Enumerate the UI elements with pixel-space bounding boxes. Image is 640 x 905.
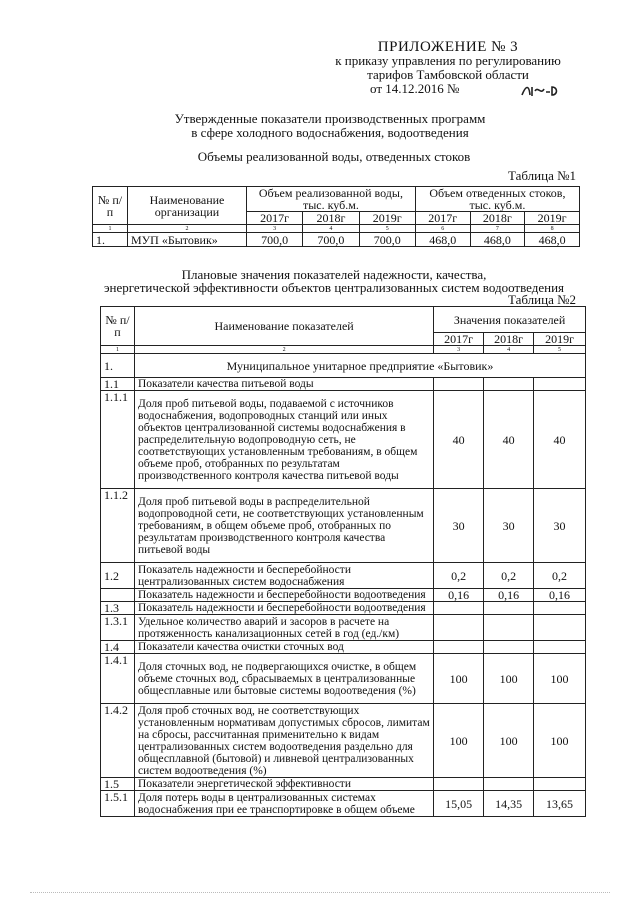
t2-row-value: 0,2 xyxy=(484,563,534,589)
t2-row-name: Показатели качества питьевой воды xyxy=(134,378,433,391)
t1-year: 2018г xyxy=(303,212,359,225)
appendix-line-1: к приказу управления по регулированию xyxy=(335,53,561,68)
t2-row-num: 1.1 xyxy=(101,378,135,391)
t2-row-name: Доля потерь воды в централизованных системах водоснабжения при ее транспортировке в общем объеме xyxy=(134,791,433,817)
heading-line-2: в сфере холодного водоснабжения, водоотведения xyxy=(191,125,469,140)
t1-colnum: 4 xyxy=(303,225,359,233)
t1-colnum: 2 xyxy=(128,225,247,233)
t1-colnum: 5 xyxy=(359,225,415,233)
t2-row-value: 0,2 xyxy=(434,563,484,589)
t2-row-num xyxy=(101,589,135,602)
t2-row-value: 40 xyxy=(484,391,534,489)
t2-row-value: 0,16 xyxy=(534,589,586,602)
t2-row-value: 15,05 xyxy=(434,791,484,817)
t1-year: 2017г xyxy=(247,212,303,225)
t2-row-value: 30 xyxy=(434,489,484,563)
t2-row-value: 100 xyxy=(434,704,484,778)
t2-row-value xyxy=(484,615,534,641)
t2-row-value xyxy=(434,602,484,615)
t2-row-value xyxy=(534,641,586,654)
t2-row-num: 1.1.1 xyxy=(101,391,135,489)
section2-line-2: энергетической эффективности объектов централизованных систем водоотведения xyxy=(103,280,565,295)
t2-row-value xyxy=(484,602,534,615)
table1-label: Таблица №1 xyxy=(508,168,577,183)
table-row xyxy=(101,354,586,378)
t2-colnum: 3 xyxy=(434,346,484,354)
t2-row-value xyxy=(534,615,586,641)
table-row xyxy=(101,791,586,817)
t2-row-value xyxy=(484,641,534,654)
t2-colnum: 2 xyxy=(134,346,433,354)
t2-row-name: Показатели энергетической эффективности xyxy=(134,778,433,791)
t2-row-num: 1.4.1 xyxy=(101,654,135,704)
t2-colnum: 1 xyxy=(101,346,135,354)
t1-value: 468,0 xyxy=(525,233,580,247)
t2-row-name: Доля проб питьевой воды, подаваемой с источников водоснабжения, водопроводных станций или иных объектов централизованной системы водоснабжения в распределительную водопроводную сеть, не соответствующих установленным требованиям, в общем объеме проб, отобранных по результатам производственного контроля качества питьевой воды xyxy=(134,391,433,489)
t2-row-value: 0,2 xyxy=(534,563,586,589)
t2-row-name: Удельное количество аварий и засоров в расчете на протяженность канализационных сетей в год (ед./км) xyxy=(134,615,433,641)
t2-row-value: 100 xyxy=(484,704,534,778)
t2-row-name: Доля сточных вод, не подвергающихся очистке, в общем объеме сточных вод, сбрасываемых в централизованные общесплавные или бытовые системы водоотведения (%) xyxy=(134,654,433,704)
section2-line-1: Плановые значения показателей надежности, качества, xyxy=(181,267,487,282)
t2-row-value: 100 xyxy=(484,654,534,704)
t2-row-value: 30 xyxy=(534,489,586,563)
t1-colnum: 3 xyxy=(247,225,303,233)
table-row xyxy=(101,654,586,704)
t2-row-num: 1.5.1 xyxy=(101,791,135,817)
t2-row-value: 0,16 xyxy=(434,589,484,602)
t1-year: 2019г xyxy=(525,212,580,225)
t1-colnum: 7 xyxy=(470,225,525,233)
t1-colnum: 6 xyxy=(415,225,470,233)
t1-header-num: № п/п xyxy=(93,187,128,225)
t2-row-num: 1.4.2 xyxy=(101,704,135,778)
t2-row-value xyxy=(434,778,484,791)
t1-value: 468,0 xyxy=(415,233,470,247)
table-row xyxy=(101,489,586,563)
t2-year: 2018г xyxy=(484,333,534,346)
t1-header-drain: Объем отведенных стоков, тыс. куб.м. xyxy=(415,187,579,212)
heading-line-1: Утвержденные показатели производственных программ xyxy=(174,111,486,126)
t2-row-value: 100 xyxy=(534,704,586,778)
t2-colnum: 5 xyxy=(534,346,586,354)
table-row xyxy=(101,589,586,602)
t2-header-name: Наименование показателей xyxy=(134,307,433,346)
table-row xyxy=(101,641,586,654)
t2-row-name: Показатель надежности и бесперебойности водоотведения xyxy=(134,602,433,615)
table-volumes xyxy=(92,186,580,247)
table-indicators xyxy=(100,306,586,817)
t1-value: 700,0 xyxy=(359,233,415,247)
t1-year: 2017г xyxy=(415,212,470,225)
t2-row-value: 0,16 xyxy=(484,589,534,602)
table-row xyxy=(101,704,586,778)
t2-row-value xyxy=(434,378,484,391)
t1-year: 2018г xyxy=(470,212,525,225)
t2-org-name: Муниципальное унитарное предприятие «Бытовик» xyxy=(134,354,585,378)
t2-row-num: 1.3 xyxy=(101,602,135,615)
t2-row-name: Доля проб сточных вод, не соответствующих установленным нормативам допустимых сбросов, лимитам на сбросы, рассчитанная применительно к видам централизованных систем водоотведения раздельно для общесплавной (бытовой) и ливневой централизованных систем водоотведения (%) xyxy=(134,704,433,778)
t2-row-value: 100 xyxy=(434,654,484,704)
t2-row-value: 30 xyxy=(484,489,534,563)
t2-row-value: 100 xyxy=(534,654,586,704)
appendix-line-2: тарифов Тамбовской области xyxy=(367,67,529,82)
t1-colnum: 8 xyxy=(525,225,580,233)
table-row xyxy=(101,615,586,641)
t2-row-num: 1.4 xyxy=(101,641,135,654)
table-row xyxy=(101,563,586,589)
t2-row-value xyxy=(484,378,534,391)
t2-row-value: 13,65 xyxy=(534,791,586,817)
t2-row-value xyxy=(534,778,586,791)
table-row xyxy=(101,602,586,615)
t1-row-num: 1. xyxy=(93,233,128,247)
t2-row-name: Показатель надежности и бесперебойности централизованных систем водоснабжения xyxy=(134,563,433,589)
table-row xyxy=(101,378,586,391)
subtitle: Объемы реализованной воды, отведенных стоков xyxy=(197,149,471,164)
t2-row-value: 40 xyxy=(534,391,586,489)
order-date: от 14.12.2016 № xyxy=(370,81,460,96)
t2-row-value: 40 xyxy=(434,391,484,489)
t1-value: 700,0 xyxy=(303,233,359,247)
t2-row-value xyxy=(484,778,534,791)
t2-row-name: Показатели качества очистки сточных вод xyxy=(134,641,433,654)
t2-row-value xyxy=(534,602,586,615)
t2-row-value: 14,35 xyxy=(484,791,534,817)
t2-row-value xyxy=(434,641,484,654)
t2-org-num: 1. xyxy=(101,354,135,378)
t2-row-num: 1.5 xyxy=(101,778,135,791)
appendix-title: ПРИЛОЖЕНИЕ № 3 xyxy=(377,39,519,55)
table-row xyxy=(101,391,586,489)
t2-row-num: 1.3.1 xyxy=(101,615,135,641)
t1-colnum: 1 xyxy=(93,225,128,233)
t2-year: 2017г xyxy=(434,333,484,346)
t1-header-sold: Объем реализованной воды, тыс. куб.м. xyxy=(247,187,416,212)
t2-colnum: 4 xyxy=(484,346,534,354)
t1-value: 700,0 xyxy=(247,233,303,247)
t2-row-num: 1.1.2 xyxy=(101,489,135,563)
t2-header-num: № п/п xyxy=(101,307,135,346)
table-row xyxy=(101,778,586,791)
page-bottom-edge xyxy=(30,892,610,893)
t1-year: 2019г xyxy=(359,212,415,225)
t1-header-name: Наименование организации xyxy=(128,187,247,225)
table-row xyxy=(93,233,580,247)
table2-label: Таблица №2 xyxy=(508,292,577,307)
handwritten-order-number xyxy=(520,83,560,99)
t2-row-num: 1.2 xyxy=(101,563,135,589)
t2-row-value xyxy=(434,615,484,641)
t2-row-name: Доля проб питьевой воды в распределительной водопроводной сети, не соответствующих установленным требованиям, в общем объеме проб, отобранных по результатам производственного контроля качества питьевой воды xyxy=(134,489,433,563)
t2-row-name: Показатель надежности и бесперебойности водоотведения xyxy=(134,589,433,602)
t2-year: 2019г xyxy=(534,333,586,346)
t1-row-name: МУП «Бытовик» xyxy=(128,233,247,247)
t2-row-value xyxy=(534,378,586,391)
t2-header-values: Значения показателей xyxy=(434,307,586,333)
t1-value: 468,0 xyxy=(470,233,525,247)
